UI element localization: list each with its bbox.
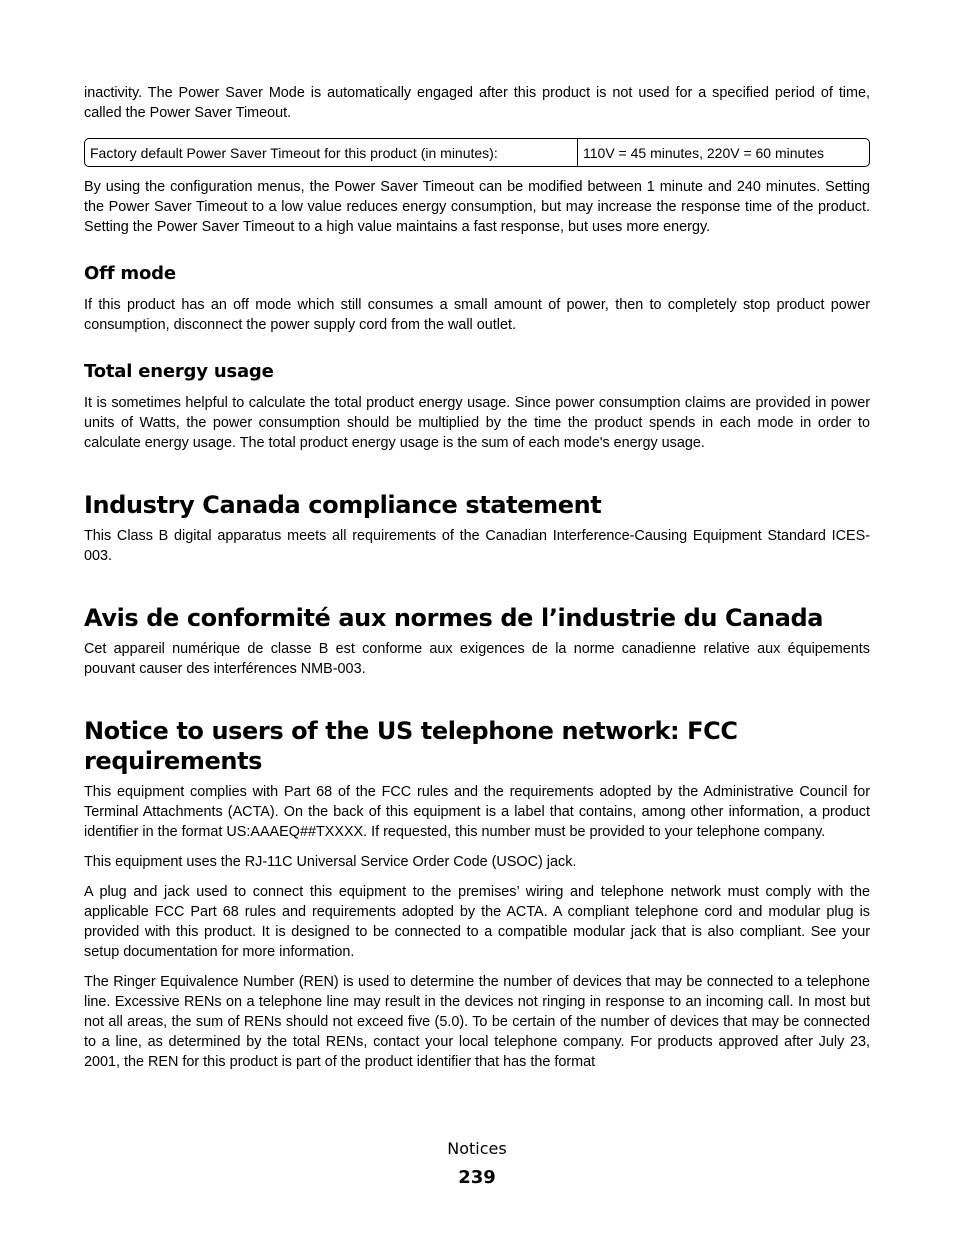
- fcc-paragraph-1: This equipment complies with Part 68 of the FCC rules and the requirements adopted by the Administrative Council for Terminal Attachments (ACTA). On the back of this equipment is a label that contains, among other information, a product identifier in the format US:AAAEQ##TXXXX. If requested, this number must be provided to your telephone company.: [84, 784, 870, 840]
- total-energy-paragraph: It is sometimes helpful to calculate the total product energy usage. Since power consumption claims are provided in power units of Watts, the power consumption should be multiplied by the time the product spends in each mode in order to calculate energy usage. The total product energy usage is the sum of each mode's energy usage.: [84, 395, 870, 451]
- page-number: 239: [458, 1167, 496, 1188]
- fcc-paragraph-2: This equipment uses the RJ-11C Universal Service Order Code (USOC) jack.: [84, 854, 577, 870]
- fcc-paragraph-3: A plug and jack used to connect this equipment to the premises’ wiring and telephone network must comply with the applicable FCC Part 68 rules and requirements adopted by the ACTA. A compliant telephone cord and modular plug is provided with this product. It is designed to be connected to a compatible modular jack that is also compliant. See your setup documentation for more information.: [84, 884, 870, 960]
- avis-heading: Avis de conformité aux normes de l’industrie du Canada: [84, 604, 824, 632]
- fcc-heading: Notice to users of the US telephone network: FCC requirements: [84, 717, 738, 775]
- industry-canada-heading: Industry Canada compliance statement: [84, 491, 602, 519]
- footer-section-label: Notices: [447, 1139, 507, 1158]
- timeout-value-cell: 110V = 45 minutes, 220V = 60 minutes: [583, 145, 825, 161]
- config-paragraph: By using the configuration menus, the Power Saver Timeout can be modified between 1 minute and 240 minutes. Setting the Power Saver Timeout to a low value reduces energy consumption, but may increase the response time of the product. Setting the Power Saver Timeout to a high value maintains a fast response, but uses more energy.: [84, 179, 870, 235]
- table-row: [85, 139, 869, 166]
- off-mode-heading: Off mode: [84, 263, 176, 284]
- timeout-label-cell: Factory default Power Saver Timeout for this product (in minutes):: [85, 139, 578, 166]
- intro-paragraph: inactivity. The Power Saver Mode is automatically engaged after this product is not used for a specified period of time, called the Power Saver Timeout.: [84, 85, 870, 121]
- off-mode-paragraph: If this product has an off mode which still consumes a small amount of power, then to completely stop product power consumption, disconnect the power supply cord from the wall outlet.: [84, 297, 870, 333]
- avis-paragraph: Cet appareil numérique de classe B est conforme aux exigences de la norme canadienne relative aux équipements pouvant causer des interférences NMB-003.: [84, 641, 870, 677]
- page-content: [84, 83, 870, 1072]
- power-saver-timeout-table: [84, 138, 870, 167]
- fcc-paragraph-4: The Ringer Equivalence Number (REN) is used to determine the number of devices that may be connected to a telephone line. Excessive RENs on a telephone line may result in the devices not ringing in response to an incoming call. In most but not all areas, the sum of RENs should not exceed five (5.0). To be certain of the number of devices that may be connected to a line, as determined by the total RENs, contact your local telephone company. For products approved after July 23, 2001, the REN for this product is part of the product identifier that has the format: [84, 974, 870, 1070]
- total-energy-heading: Total energy usage: [84, 361, 274, 382]
- industry-canada-paragraph: This Class B digital apparatus meets all requirements of the Canadian Interference-Causing Equipment Standard ICES-003.: [84, 528, 870, 564]
